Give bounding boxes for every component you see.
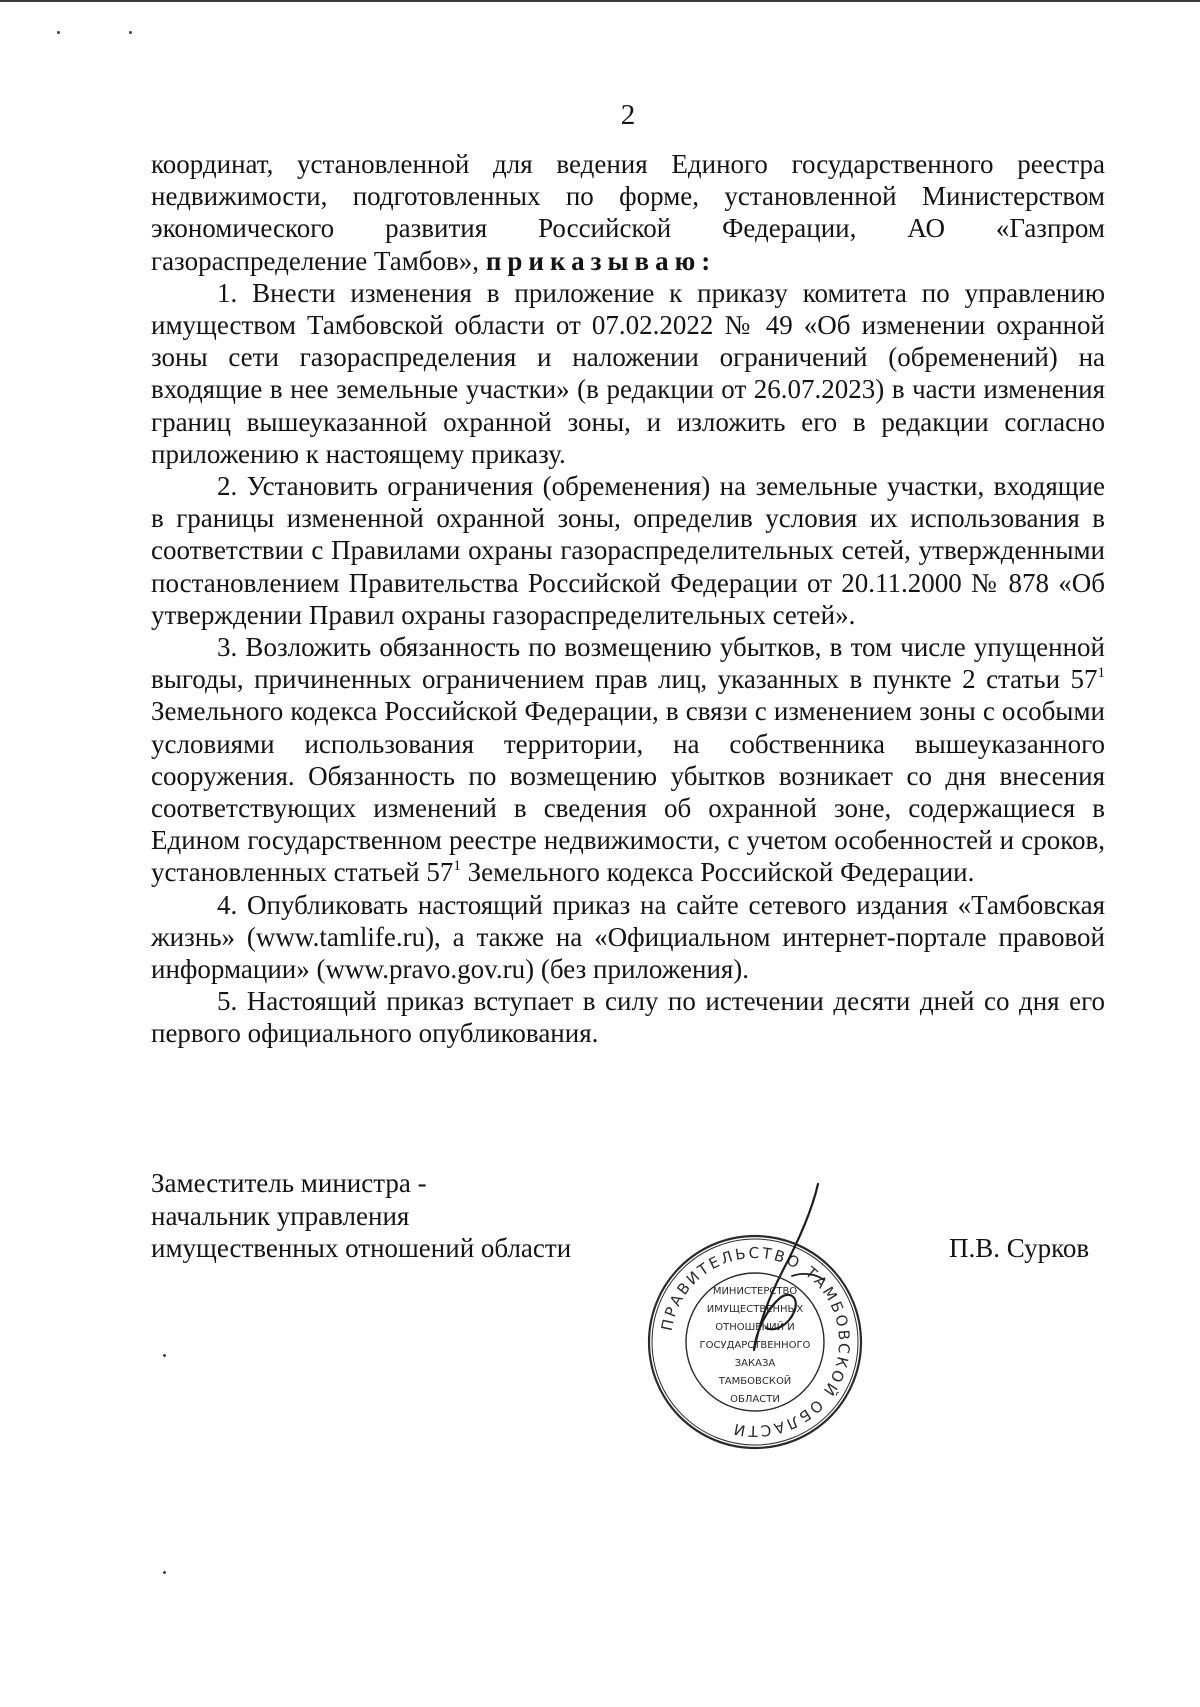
item-3-part-3: Земельного кодекса Российской Федерации. bbox=[460, 857, 975, 888]
seal-inner-line: ИМУЩЕСТВЕННЫХ bbox=[706, 1304, 804, 1315]
signer-position bbox=[151, 1167, 571, 1265]
seal-outer-text: ПРАВИТЕЛЬСТВО ТАМБОВСКОЙ ОБЛАСТИ bbox=[657, 1243, 854, 1441]
item-1: 1. Внести изменения в приложение к приказу комитета по управлению имуществом Тамбовской области от 07.02.2022 № 49 «Об изменении охранной зоны сети газораспределения и наложении ограничений (обременений) на входящие в нее земельные участки» (в редакции от 26.07.2023) в части изменения границ вышеуказанной охранной зоны, и изложить его в редакции согласно приложению к настоящему приказу. bbox=[151, 277, 1105, 469]
seal-inner-line: ТАМБОВСКОЙ bbox=[718, 1376, 792, 1387]
signer-name: П.В. Сурков bbox=[949, 1233, 1090, 1263]
intro-paragraph bbox=[151, 148, 1105, 277]
scan-top-edge bbox=[0, 0, 1200, 2]
position-line: Заместитель министра - bbox=[151, 1168, 427, 1198]
superscript: 1 bbox=[453, 858, 461, 875]
scan-speck bbox=[163, 1354, 166, 1357]
document-body bbox=[151, 148, 1105, 1050]
position-line: имущественных отношений области bbox=[151, 1233, 572, 1263]
superscript: 1 bbox=[1097, 665, 1105, 682]
item-4: 4. Опубликовать настоящий приказ на сайте сетевого издания «Тамбовская жизнь» (www.tamlife.ru), а также на «Официальном интернет-портале правовой информации» (www.pravo.gov.ru) (без приложения). bbox=[151, 889, 1105, 985]
seal-inner-line: МИНИСТЕРСТВО bbox=[712, 1286, 798, 1297]
intro-text: координат, установленной для ведения Единого государственного реестра недвижимости, подготовленных по форме, установленной Министерством экономического развития Российской Федерации, АО «Газпром газораспределение Тамбов», bbox=[151, 149, 1105, 276]
seal-inner-line: ОБЛАСТИ bbox=[730, 1394, 780, 1405]
item-5: 5. Настоящий приказ вступает в силу по истечении десяти дней со дня его первого официального опубликования. bbox=[151, 986, 1105, 1049]
handwritten-signature bbox=[720, 1180, 840, 1370]
item-3-part-2: Земельного кодекса Российской Федерации, в связи с изменением зоны с особыми условиями использования территории, на собственника вышеуказанного сооружения. Обязанность по возмещению убытков возникает со дня внесения соответствующих изменений в сведения об охранной зоне, содержащиеся в Едином государственном реестре недвижимости, с учетом особенностей и сроков, установленных статьей 57 bbox=[151, 696, 1105, 888]
seal-inner-line: ЗАКАЗА bbox=[734, 1358, 776, 1369]
scan-speck bbox=[163, 1571, 166, 1574]
item-2: 2. Установить ограничения (обременения) на земельные участки, входящие в границы измененной охранной зоны, определив условия их использования в соответствии с Правилами охраны газораспределительных сетей, утвержденными постановлением Правительства Российской Федерации от 20.11.2000 № 878 «Об утверждении Правил охраны газораспределительных сетей». bbox=[151, 471, 1105, 630]
seal-inner-line: ОТНОШЕНИЙ И bbox=[715, 1322, 795, 1333]
order-word: приказываю: bbox=[485, 245, 717, 276]
seal-inner-line: ГОСУДАРСТВЕННОГО bbox=[699, 1340, 811, 1351]
scan-speck bbox=[57, 31, 60, 34]
position-line: начальник управления bbox=[151, 1200, 410, 1231]
scan-speck bbox=[129, 31, 132, 34]
item-3 bbox=[151, 631, 1105, 889]
page-number: 2 bbox=[620, 99, 636, 131]
item-3-part-1: 3. Возложить обязанность по возмещению убытков, в том числе упущенной выгоды, причиненных ограничением прав лиц, указанных в пункте 2 статьи 57 bbox=[151, 632, 1105, 695]
